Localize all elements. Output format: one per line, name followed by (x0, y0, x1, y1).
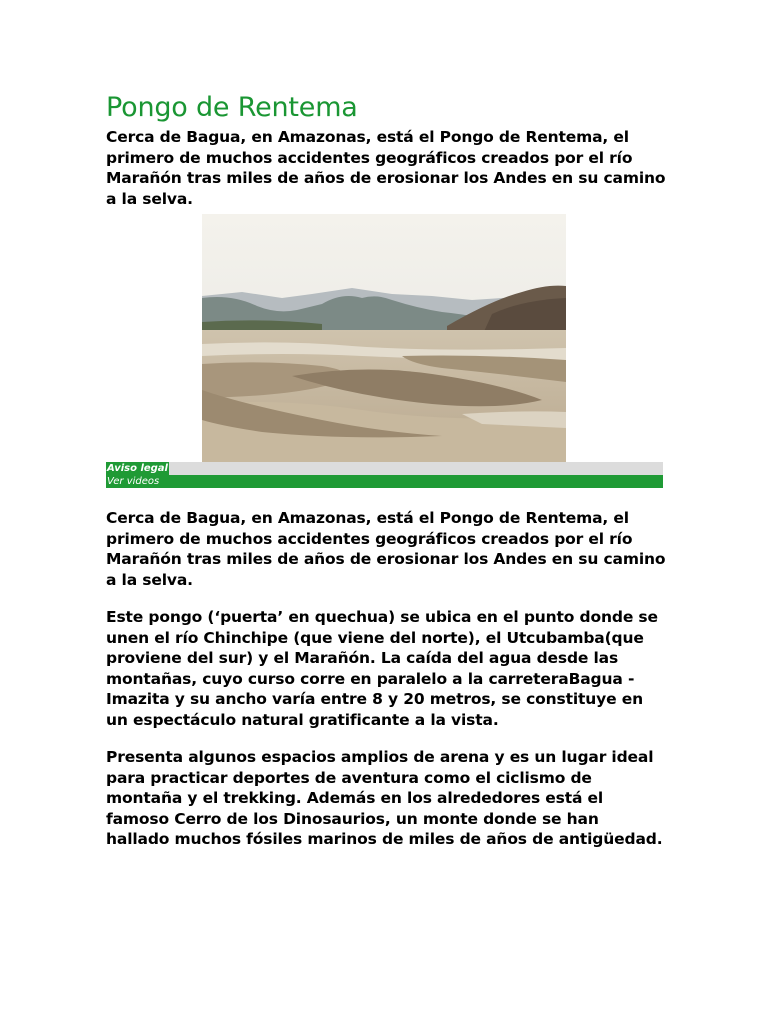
paragraph-2: Este pongo (‘puerta’ en quechua) se ubica en el punto donde se unen el río Chinchipe (que viene del norte), el Utcubamba(que proviene del sur) y el Marañón. La caída del agua desde las montañas, cuyo curso corre en paralelo a la carreteraBagua - Imazita y su ancho varía entre 8 y 20 metros, se constituye en un espectáculo natural gratificante a la vista. (106, 608, 658, 729)
legal-bar (106, 462, 663, 475)
videos-link[interactable]: Ver videos (107, 476, 160, 487)
article (106, 90, 666, 850)
intro-text: Cerca de Bagua, en Amazonas, está el Pongo de Rentema, el primero de muchos accidentes geográficos creados por el río Marañón tras miles de años de erosionar los Andes en su camino a la selva. (106, 128, 666, 208)
paragraph-1: Cerca de Bagua, en Amazonas, está el Pongo de Rentema, el primero de muchos accidentes geográficos creados por el río Marañón tras miles de años de erosionar los Andes en su camino a la selva. (106, 509, 666, 589)
river-photo (202, 214, 566, 462)
paragraph-3: Presenta algunos espacios amplios de arena y es un lugar ideal para practicar deportes de aventura como el ciclismo de montaña y el trekking. Además en los alrededores está el famoso Cerro de los Dinosaurios, un monte donde se han hallado muchos fósiles marinos de miles de años de antigüedad. (106, 748, 663, 848)
legal-link[interactable]: Aviso legal (107, 463, 168, 474)
videos-bar (106, 475, 663, 488)
river-landscape-image (202, 214, 566, 462)
page-title: Pongo de Rentema (106, 92, 358, 123)
